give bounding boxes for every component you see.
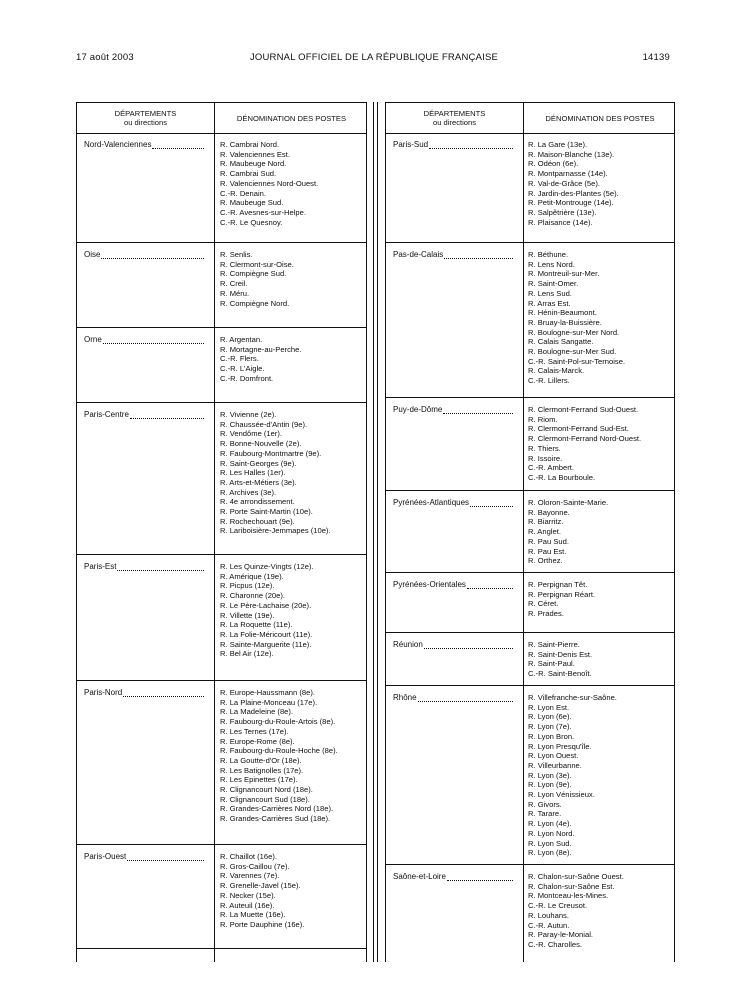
header-denomination: DÉNOMINATION DES POSTES (545, 114, 655, 123)
department-name (393, 693, 513, 702)
post-item: R. Mortagne-au-Perche. (220, 344, 302, 354)
post-item: R. Pau Sud. (528, 536, 569, 546)
post-item: R. Prades. (528, 609, 564, 619)
post-item: R. Salpêtrière (13e). (528, 207, 597, 217)
header-title: JOURNAL OFFICIEL DE LA RÉPUBLIQUE FRANÇAISE (249, 52, 499, 63)
post-item: R. Les Quinze-Vingts (12e). (220, 562, 314, 571)
post-item: R. Gros-Caillou (7e). (220, 861, 290, 871)
post-item: R. Louhans. (528, 910, 569, 920)
post-item: C.-R. Denain. (220, 188, 267, 198)
post-item: R. Clermont-Ferrand Nord-Ouest. (528, 434, 642, 444)
department-label: Rhône (393, 693, 417, 702)
header-denomination: DÉNOMINATION DES POSTES (236, 114, 347, 123)
department-label: Paris-Ouest (84, 852, 127, 861)
post-item: R. Issoire. (528, 453, 563, 463)
post-item: C.-R. Autun. (528, 920, 570, 930)
post-item: R. Clermont-Ferrand Sud-Ouest. (528, 405, 639, 414)
column-separator (373, 102, 374, 962)
post-item: R. Clermont-Ferrand Sud-Est. (528, 424, 629, 434)
post-item: R. Cambrai Nord. (220, 140, 280, 149)
post-item: R. 4e arrondissement. (220, 497, 295, 507)
post-item: C.-R. Saint-Benoît. (528, 669, 592, 679)
leader-dots (444, 250, 513, 259)
post-item: R. La Goutte-d'Or (18e). (220, 755, 302, 765)
post-item: R. Lyon Nord. (528, 828, 575, 838)
post-item: R. Grandes-Carrières Sud (18e). (220, 814, 331, 824)
post-item: R. Clermont-sur-Oise. (220, 259, 294, 269)
leader-dots (429, 140, 513, 149)
post-item: R. Bel Air (12e). (220, 649, 274, 659)
post-item: R. Charonne (20e). (220, 591, 286, 601)
post-item: R. Vivienne (2e). (220, 410, 277, 419)
department-name (393, 140, 513, 149)
post-item: R. Calais Sangatte. (528, 337, 594, 347)
post-item: R. Lyon (8e). (528, 848, 572, 858)
post-item: R. Bayonne. (528, 507, 570, 517)
post-item: R. Perpignan Têt. (528, 580, 588, 589)
post-item: R. Lariboisière-Jemmapes (10e). (220, 526, 331, 536)
post-item: R. Méru. (220, 288, 250, 298)
header-col1-line1: DÉPARTEMENTS (114, 109, 177, 118)
post-item: R. Tarare. (528, 809, 562, 819)
leader-dots (447, 872, 513, 881)
post-item: R. Maubeuge Nord. (220, 159, 287, 169)
post-item: R. Bruay-la-Buissière. (528, 317, 602, 327)
post-list (528, 580, 595, 619)
department-label: Pyrénées-Orientales (393, 580, 466, 589)
post-item: R. Pau Est. (528, 546, 567, 556)
post-list (528, 872, 624, 950)
department-group (77, 403, 366, 555)
post-item: R. Saint-Omer. (528, 279, 579, 289)
post-list (220, 410, 331, 536)
post-item: R. Les Halles (1er). (220, 468, 286, 478)
post-item: R. Villeurbanne. (528, 760, 582, 770)
post-item: R. Necker (15e). (220, 890, 276, 900)
post-item: R. Paray-le-Monial. (528, 930, 593, 940)
post-item: R. Les Ternes (17e). (220, 726, 289, 736)
department-group (386, 573, 674, 633)
post-item: C.-R. L'Aigle. (220, 364, 265, 374)
post-item: C.-R. La Bourboule. (528, 472, 596, 482)
department-group (386, 865, 674, 963)
leader-dots (101, 250, 204, 259)
post-item: R. Creil. (220, 279, 248, 289)
department-group (386, 686, 674, 865)
post-item: R. Chalon-sur-Saône Ouest. (528, 872, 624, 881)
department-group (77, 845, 366, 949)
post-item: R. Oloron-Sainte-Marie. (528, 498, 609, 507)
post-item: C.-R. Ambert. (528, 463, 574, 473)
post-item: R. Lyon Ouest. (528, 751, 579, 761)
post-item: R. Archives (3e). (220, 487, 277, 497)
post-item: R. Val-de-Grâce (5e). (528, 178, 601, 188)
department-label: Pyrénées-Atlantiques (393, 498, 470, 507)
department-group (77, 133, 366, 243)
post-item: R. Grandes-Carrières Nord (18e). (220, 804, 334, 814)
post-item: R. Europe-Rome (8e). (220, 736, 295, 746)
department-name (84, 688, 204, 697)
post-item: R. Rochechouart (9e). (220, 516, 295, 526)
department-group (386, 633, 674, 686)
post-list (220, 250, 294, 308)
post-item: R. Béthune. (528, 250, 569, 259)
post-item: R. Lyon Sud. (528, 838, 572, 848)
post-list (220, 688, 338, 824)
post-item: R. Valenciennes Nord-Ouest. (220, 178, 319, 188)
department-group (386, 398, 674, 491)
post-item: R. Anglet. (528, 527, 561, 537)
leader-dots (418, 693, 513, 702)
post-item: R. Montceau-les-Mines. (528, 891, 609, 901)
department-name (84, 852, 204, 861)
post-item: R. Thiers. (528, 443, 561, 453)
page-number: 14139 (642, 52, 670, 63)
department-label: Paris-Nord (84, 688, 123, 697)
post-item: R. Odéon (6e). (528, 159, 579, 169)
department-group (77, 681, 366, 845)
post-list (220, 335, 301, 384)
post-item: R. Les Batignolles (17e). (220, 765, 304, 775)
leader-dots (467, 580, 513, 589)
post-item: R. Europe-Haussmann (8e). (220, 688, 315, 697)
post-item: R. La Folie-Méricourt (11e). (220, 629, 313, 639)
post-item: R. Cambrai Sud. (220, 169, 277, 179)
post-item: R. Lyon (4e). (528, 819, 572, 829)
department-label: Oise (84, 250, 101, 259)
post-item: R. Orthez. (528, 556, 563, 566)
post-list (528, 405, 641, 483)
post-item: C.-R. Flers. (220, 354, 259, 364)
right-table (385, 102, 675, 962)
post-item: R. Villefranche-sur-Saône. (528, 693, 617, 702)
post-item: R. Lens Sud. (528, 288, 572, 298)
post-item: R. Chalon-sur-Saône Est. (528, 881, 615, 891)
department-name (84, 250, 204, 259)
post-item: R. Lyon Est. (528, 702, 570, 712)
post-item: R. Porte Saint-Martin (10e). (220, 507, 313, 517)
left-table (76, 102, 367, 962)
department-label: Paris-Centre (84, 410, 129, 419)
post-list (528, 640, 592, 679)
post-item: R. Montparnasse (14e). (528, 169, 608, 179)
leader-dots (443, 405, 513, 414)
post-item: R. Lens Nord. (528, 259, 575, 269)
post-item: R. Lyon (3e). (528, 770, 572, 780)
post-item: R. Picpus (12e). (220, 581, 275, 591)
post-item: R. Amérique (19e). (220, 571, 284, 581)
post-item: R. Céret. (528, 599, 559, 609)
post-item: R. La Roquette (11e). (220, 620, 293, 630)
post-item: R. Bonne-Nouvelle (2e). (220, 439, 302, 449)
column-separator (377, 102, 378, 962)
department-name (393, 872, 513, 881)
post-item: C.-R. Charolles. (528, 939, 583, 949)
post-item: R. Boulogne-sur-Mer Nord. (528, 327, 620, 337)
post-item: R. Riom. (528, 414, 558, 424)
post-list (528, 250, 625, 386)
post-item: R. Clignancourt Sud (18e). (220, 794, 310, 804)
post-list (528, 140, 619, 227)
post-item: R. Boulogne-sur-Mer Sud. (528, 347, 617, 357)
post-item: R. Lyon Bron. (528, 731, 575, 741)
department-name (393, 405, 513, 414)
post-item: R. Montreuil-sur-Mer. (528, 269, 600, 279)
post-item: R. Arras Est. (528, 298, 571, 308)
department-label: Paris-Est (84, 562, 117, 571)
post-list (220, 140, 318, 227)
post-item: R. Lyon (9e). (528, 780, 572, 790)
post-item: R. Chaillot (16e). (220, 852, 277, 861)
post-item: R. Saint-Pierre. (528, 640, 580, 649)
post-list (528, 693, 617, 858)
leader-dots (470, 498, 513, 507)
department-name (393, 498, 513, 507)
post-item: R. La Gare (13e). (528, 140, 588, 149)
post-item: R. Perpignan Réart. (528, 589, 596, 599)
post-list (220, 562, 314, 659)
department-name (84, 140, 204, 149)
post-item: R. Compiègne Sud. (220, 269, 287, 279)
leader-dots (152, 140, 204, 149)
post-item: R. Faubourg-Montmartre (9e). (220, 448, 322, 458)
leader-dots (130, 410, 204, 419)
post-item: R. Porte Dauphine (16e). (220, 919, 305, 929)
post-item: R. Chaussée-d'Antin (9e). (220, 419, 308, 429)
department-group (77, 328, 366, 403)
department-label: Saône-et-Loire (393, 872, 446, 881)
post-item: R. La Madeleine (8e). (220, 707, 294, 717)
department-name (393, 580, 513, 589)
department-label: Paris-Sud (393, 140, 429, 149)
post-item: R. Vendôme (1er). (220, 429, 283, 439)
post-item: R. Maubeuge Sud. (220, 198, 284, 208)
table-header (77, 103, 366, 134)
post-item: R. Saint-Paul. (528, 659, 575, 669)
header-col1-line2: ou directions (123, 118, 168, 127)
department-label: Nord-Valenciennes (84, 140, 152, 149)
department-name (84, 335, 204, 344)
leader-dots (103, 335, 204, 344)
department-name (84, 562, 204, 571)
post-item: C.-R. Saint-Pol-sur-Ternoise. (528, 356, 626, 366)
post-item: R. Calais-Marck. (528, 366, 585, 376)
post-item: R. Jardin-des-Plantes (5e). (528, 188, 619, 198)
post-item: R. Lyon (6e). (528, 712, 572, 722)
post-item: R. Senlis. (220, 250, 253, 259)
post-item: C.-R. Lillers. (528, 376, 570, 386)
post-item: R. Argentan. (220, 335, 263, 344)
department-name (393, 250, 513, 259)
leader-dots (123, 688, 204, 697)
post-item: R. La Muette (16e). (220, 910, 286, 920)
post-item: R. Auteuil (16e). (220, 900, 275, 910)
department-label: Réunion (393, 640, 423, 649)
post-item: R. Petit-Montrouge (14e). (528, 198, 614, 208)
department-group (386, 133, 674, 243)
post-item: C.-R. Le Creusot. (528, 901, 588, 911)
post-item: R. Plaisance (14e). (528, 217, 593, 227)
post-item: R. Clignancourt Nord (18e). (220, 785, 313, 795)
header-col1-line1: DÉPARTEMENTS (423, 109, 486, 118)
leader-dots (424, 640, 513, 649)
post-item: R. Sainte-Marguerite (11e). (220, 639, 312, 649)
post-item: R. Lyon (7e). (528, 722, 572, 732)
post-item: R. La Plaine-Monceau (17e). (220, 697, 318, 707)
leader-dots (117, 562, 204, 571)
header-col1-line2: ou directions (432, 118, 477, 127)
post-item: C.-R. Avesnes-sur-Helpe. (220, 207, 306, 217)
post-item: R. Lyon Vénissieux. (528, 790, 595, 800)
department-label: Orne (84, 335, 102, 344)
post-item: R. Givors. (528, 799, 562, 809)
department-name (393, 640, 513, 649)
leader-dots (127, 852, 204, 861)
department-group (77, 555, 366, 681)
post-item: R. Lyon Presqu'île. (528, 741, 592, 751)
post-item: R. Hénin-Beaumont. (528, 308, 597, 318)
header-departements (77, 109, 214, 127)
post-item: R. Biarritz. (528, 517, 564, 527)
department-label: Pas-de-Calais (393, 250, 444, 259)
post-item: C.-R. Domfront. (220, 373, 274, 383)
post-item: R. Arts-et-Métiers (3e). (220, 477, 297, 487)
post-item: R. Faubourg-du-Roule-Hoche (8e). (220, 746, 338, 756)
header-departements (386, 109, 523, 127)
post-item: R. Varennes (7e). (220, 871, 280, 881)
post-item: R. Faubourg-du-Roule-Artois (8e). (220, 717, 336, 727)
department-name (84, 410, 204, 419)
header-date: 17 août 2003 (76, 52, 134, 63)
post-item: R. Maison-Blanche (13e). (528, 149, 615, 159)
department-group (77, 243, 366, 328)
post-item: R. Saint-Denis Est. (528, 649, 593, 659)
post-item: R. Les Epinettes (17e). (220, 775, 298, 785)
post-item: R. Villette (19e). (220, 610, 275, 620)
post-list (528, 498, 608, 566)
department-group (386, 491, 674, 573)
post-item: R. Le Père-Lachaise (20e). (220, 600, 312, 610)
department-group (386, 243, 674, 398)
department-label: Puy-de-Dôme (393, 405, 443, 414)
table-header (386, 103, 674, 134)
post-item: R. Grenelle-Javel (15e). (220, 881, 301, 891)
post-item: R. Compiègne Nord. (220, 298, 290, 308)
post-item: R. Valenciennes Est. (220, 149, 290, 159)
post-list (220, 852, 304, 930)
post-item: R. Saint-Georges (9e). (220, 458, 297, 468)
post-item: C.-R. Le Quesnoy. (220, 217, 283, 227)
